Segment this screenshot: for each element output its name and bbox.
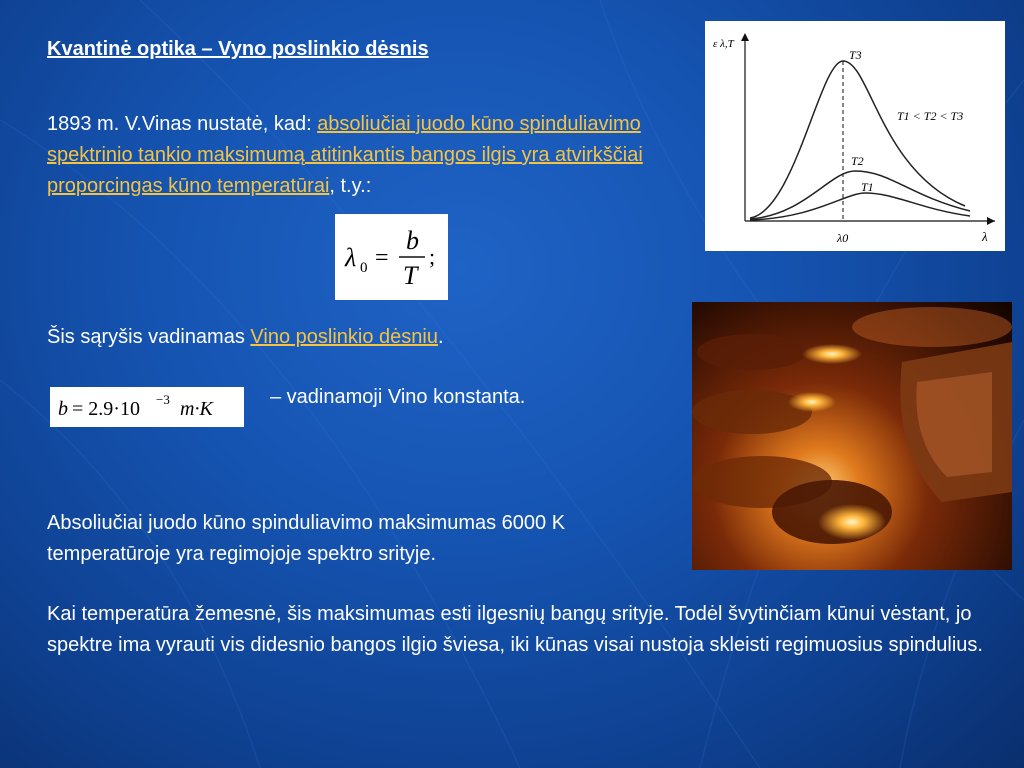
constant-caption: – vadinamoji Vino konstanta. <box>270 386 526 408</box>
const-b: b <box>58 398 68 420</box>
const-exponent: −3 <box>156 392 170 407</box>
chart-annotation: T1 < T2 < T3 <box>897 109 964 123</box>
intro-paragraph <box>47 109 687 202</box>
x-axis-arrow <box>987 217 995 225</box>
law-lead: Šis sąryšis vadinamas <box>47 326 251 348</box>
series-line <box>750 171 970 219</box>
formula-lambda: λ <box>345 243 357 272</box>
intro-tail: , t.y.: <box>329 175 372 197</box>
const-value: = 2.9·10 <box>72 398 140 420</box>
law-tail: . <box>437 326 444 348</box>
formula-subscript: 0 <box>360 260 368 276</box>
y-axis-label: ε λ,T <box>713 38 734 50</box>
intro-lead: 1893 m. V.Vinas nustatė, kad: <box>47 113 318 135</box>
series-label: T1 <box>861 180 874 194</box>
x-axis-label: λ <box>982 229 988 244</box>
visible-max-paragraph: Absoliučiai juodo kūno spinduliavimo maksimumas 6000 K temperatūroje yra regimojoje spektro srityje. <box>47 512 566 565</box>
const-units: m·K <box>180 398 213 420</box>
wien-law-statement-link[interactable]: absoliučiai juodo kūno spinduliavimo spektrinio tankio maksimumą atitinkantis bangos ilgis yra atvirkščiai proporcingas kūno temperatūrai <box>47 113 643 197</box>
formula-equals: = <box>375 245 389 271</box>
series-label: T3 <box>849 48 862 62</box>
y-axis-arrow <box>741 33 749 41</box>
series-line <box>750 193 970 220</box>
formula-denominator: T <box>403 261 418 290</box>
page-title: Kvantinė optika – Vyno poslinkio dėsnis <box>47 38 429 60</box>
molten-metal-photo <box>692 302 1012 570</box>
series-label: T2 <box>851 154 864 168</box>
cooling-paragraph: Kai temperatūra žemesnė, šis maksimumas esti ilgesnių bangų srityje. Todėl švytinčiam kūnui vėstant, jo spektre ima vyrauti vis didesnio bangos ilgio šviesa, iki kūnas visai nustoja skleisti regimuosius spindulius. <box>47 603 983 656</box>
wien-formula <box>335 214 448 300</box>
chart-svg <box>705 21 1005 251</box>
wien-chart <box>705 21 1005 251</box>
wien-constant-formula <box>50 387 244 427</box>
formula-semicolon: ; <box>429 244 436 269</box>
wien-displacement-law-link[interactable]: Vino poslinkio dėsniu <box>250 326 438 348</box>
formula-numerator: b <box>406 226 419 255</box>
lambda0-tick-label: λ0 <box>837 231 849 245</box>
law-name-paragraph <box>47 322 444 353</box>
